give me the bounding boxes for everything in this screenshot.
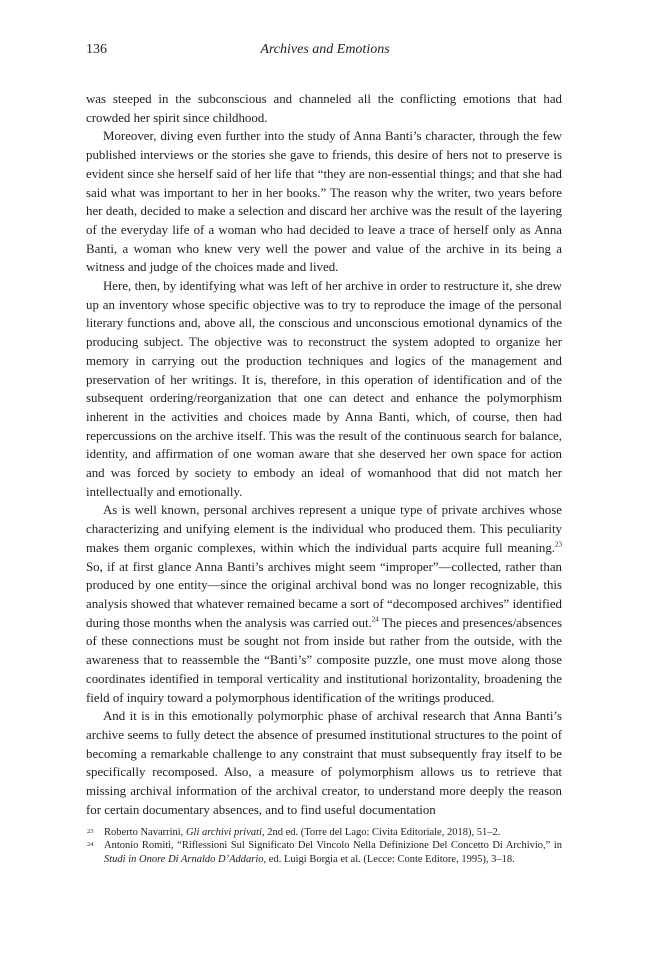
page-number: 136 bbox=[86, 42, 107, 57]
footnote-reference-23[interactable]: 23 bbox=[555, 540, 562, 549]
footnotes bbox=[86, 826, 562, 866]
footnote-23 bbox=[86, 826, 562, 839]
body-text bbox=[86, 90, 562, 819]
paragraph-4-part-a: As is well known, personal archives represent a unique type of private archives whose characterizing and unifying element is the individual who produced them. This peculiarity makes them organic complexes, within which the individual parts acquire full meaning. bbox=[86, 503, 562, 555]
footnote-text: , ed. Luigi Borgia et al. (Lecce: Conte Editore, 1995), 3–18. bbox=[263, 853, 515, 865]
running-title: Archives and Emotions bbox=[260, 42, 390, 57]
paragraph-4-part-b: So, if at first glance Anna Banti’s archives might seem “improper”—collected, rather than produced by one entity—since the original archival bond was no longer recognizable, this analysis showed that whatever remained became a sort of “decomposed archives” identified during those months when the analysis was carried out. bbox=[86, 559, 562, 630]
footnote-24 bbox=[86, 839, 562, 866]
footnote-text: Roberto Navarrini, bbox=[104, 827, 186, 838]
footnote-number: 23 bbox=[87, 828, 94, 835]
page-header bbox=[86, 42, 564, 62]
footnote-number: 24 bbox=[87, 841, 94, 849]
paragraph-4 bbox=[86, 501, 562, 707]
paragraph-5: And it is in this emotionally polymorphic phase of archival research that Anna Banti’s archive seems to fully detect the absence of presumed institutional structures to the point of becoming a remarkable challenge to any constraint that must subsequently fray itself to be specifically recomposed. Also, a measure of polymorphism allows us to retrieve that missing archival information of the archival creator, to understand more deeply the reason for certain documentary absences, and to find useful documentation bbox=[86, 709, 562, 817]
footnote-text: Antonio Romiti, “Riflessioni Sul Significato Del Vincolo Nella Definizione Del Concetto Di Archivio,” in bbox=[104, 840, 562, 852]
footnote-book-title: Gli archivi privati bbox=[185, 827, 262, 838]
paragraph-3: Here, then, by identifying what was left of her archive in order to restructure it, she drew up an inventory whose specific objective was to try to reproduce the image of the personal literary functions and, above all, the conscious and unconscious emotional dynamics of the producing subject. The objective was to reconstruct the system adopted to organize her memory in carrying out the production techniques and logics of the management and preservation of her writings. It is, therefore, in this operation of identification and of the subsequent ordering/reorganization that one can detect and enhance the polymorphism inherent in the activities and choices made by Anna Banti, which, of course, then had repercussions on the archive itself. This was the result of the continuous search for balance, identity, and affirmation of one woman aware that she deserved her own space for action and was forced by society to embody an ideal of womanhood that did not match her intellectually and emotionally. bbox=[86, 279, 562, 499]
footnote-text: , 2nd ed. (Torre del Lago: Civita Editoriale, 2018), 51–2. bbox=[261, 827, 501, 838]
paragraph-1: was steeped in the subconscious and channeled all the conflicting emotions that had crowded her spirit since childhood. bbox=[86, 92, 562, 125]
paragraph-4-part-c: The pieces and presences/absences of these connections must be sought not from inside but rather from the outside, with the awareness that to reassemble the “Banti’s” composite puzzle, one must move along those coordinates identified in temporal verticality and institutional horizontality, broadening the field of inquiry toward a polymorphous identification of the writings produced. bbox=[86, 615, 562, 705]
footnote-reference-24[interactable]: 24 bbox=[371, 615, 379, 624]
paragraph-2: Moreover, diving even further into the study of Anna Banti’s character, through the few published interviews or the stories she gave to friends, this desire of hers not to preserve is evident since she herself said of her life that “they are non-essential things; and that she had said what was important to her in her books.” The reason why the writer, two years before her death, decided to make a selection and discard her archive was the result of the layering of the everyday life of a woman who had decided to leave a trace of herself only as Anna Banti, a woman who knew very well the power and value of the archive in its being a witness and judge of the choices made and lived. bbox=[86, 129, 562, 275]
footnote-book-title: Studi in Onore Di Arnaldo D’Addario bbox=[104, 853, 264, 865]
